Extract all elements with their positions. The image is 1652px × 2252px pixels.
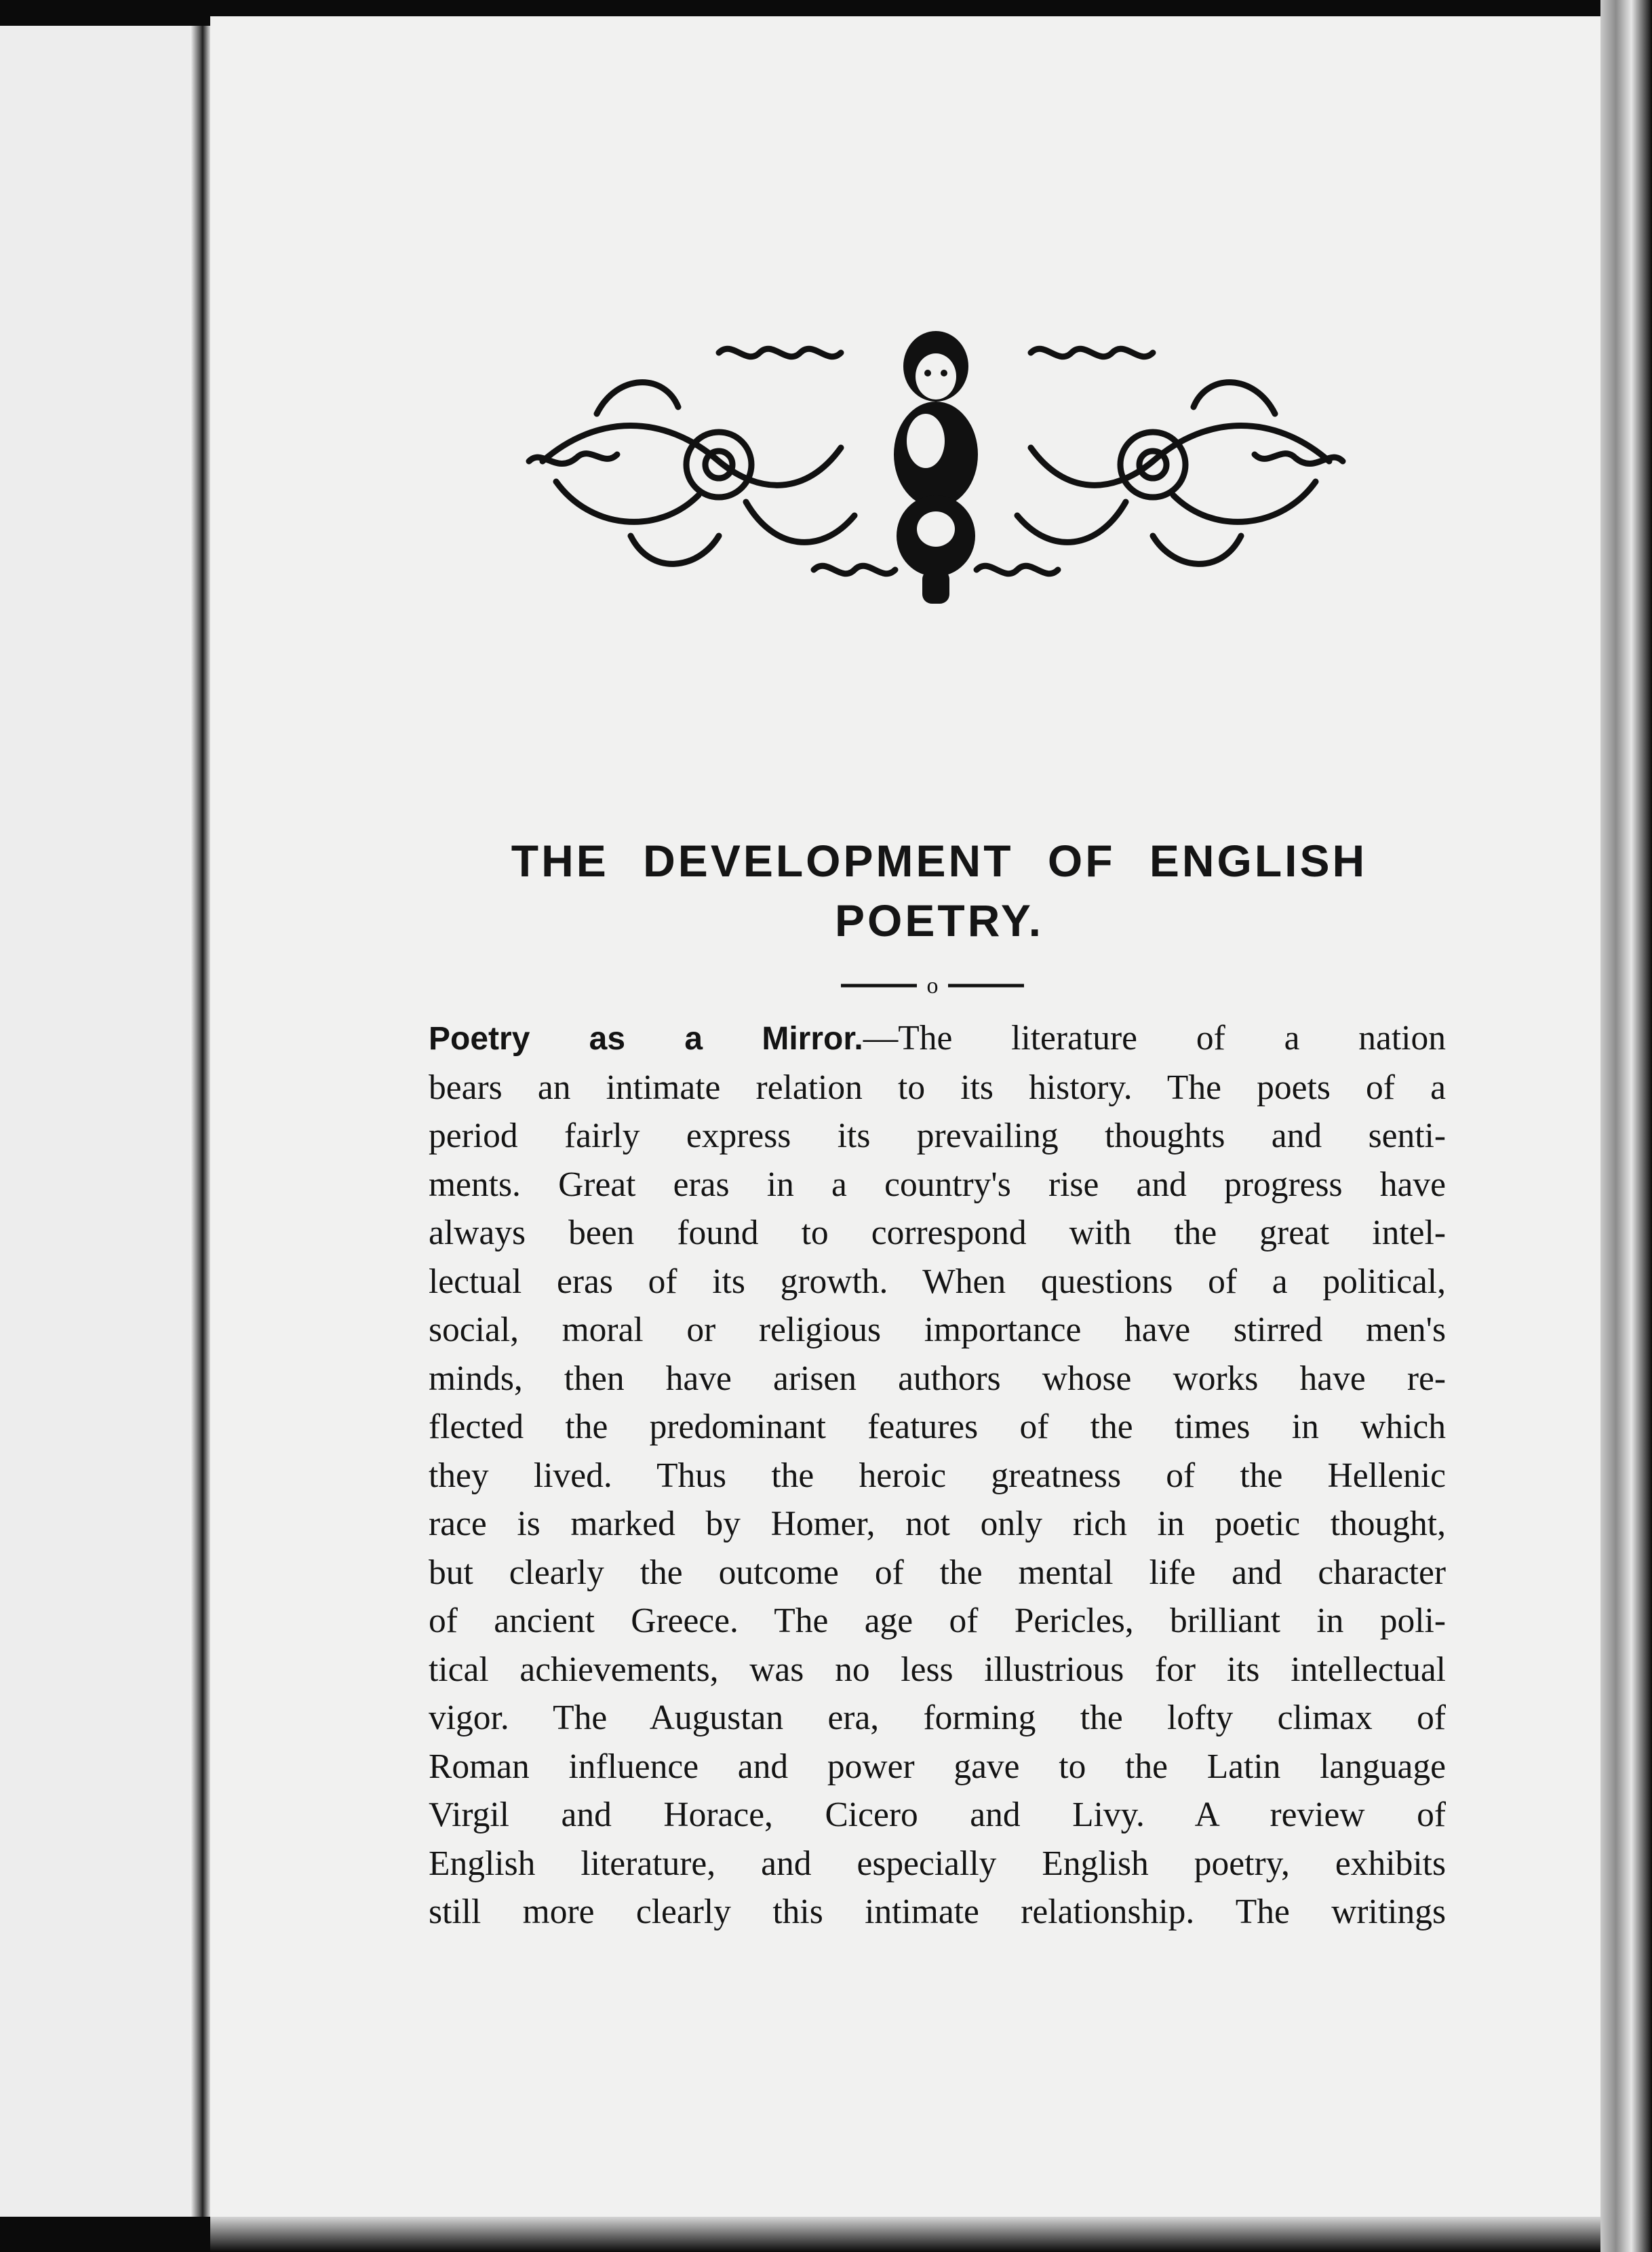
text-line: always been found to correspond with the great intel- bbox=[429, 1214, 1446, 1252]
title-separator-rule bbox=[841, 975, 1024, 996]
text-line: bears an intimate relation to its history. The poets of a bbox=[429, 1068, 1446, 1107]
text-line bbox=[429, 1014, 1446, 1064]
chapter-title-line-1: THE DEVELOPMENT OF ENGLISH bbox=[511, 836, 1368, 886]
section-heading: Poetry as a Mirror. bbox=[429, 1021, 863, 1057]
text-line: they lived. Thus the heroic greatness of the Hellenic bbox=[429, 1456, 1446, 1495]
body-paragraph bbox=[429, 1014, 1446, 1937]
text-line: Virgil and Horace, Cicero and Livy. A review of bbox=[429, 1795, 1446, 1834]
text-line: Roman influence and power gave to the Latin language bbox=[429, 1747, 1446, 1786]
text-line: but clearly the outcome of the mental life and character bbox=[429, 1553, 1446, 1592]
text-line: still more clearly this intimate relationship. The writings bbox=[429, 1892, 1446, 1931]
chapter-title bbox=[434, 831, 1444, 950]
text-line: of ancient Greece. The age of Pericles, brilliant in poli- bbox=[429, 1601, 1446, 1640]
text-line: social, moral or religious importance have stirred men's bbox=[429, 1311, 1446, 1349]
text-line: English literature, and especially English poetry, exhibits bbox=[429, 1844, 1446, 1883]
text-line: tical achievements, was no less illustrious for its intellectual bbox=[429, 1650, 1446, 1689]
left-page-margin bbox=[0, 26, 201, 2217]
text-line: period fairly express its prevailing thoughts and senti- bbox=[429, 1117, 1446, 1155]
text-line: minds, then have arisen authors whose works have re- bbox=[429, 1359, 1446, 1398]
separator-mark: o bbox=[926, 975, 939, 996]
cherub-scroll-ornament bbox=[515, 312, 1356, 624]
text-line: lectual eras of its growth. When questions of a political, bbox=[429, 1262, 1446, 1301]
text-line-content: —The literature of a nation bbox=[863, 1019, 1446, 1057]
text-line: flected the predominant features of the times in which bbox=[429, 1408, 1446, 1446]
text-line: race is marked by Homer, not only rich in poetic thought, bbox=[429, 1504, 1446, 1543]
text-line: vigor. The Augustan era, forming the lofty climax of bbox=[429, 1698, 1446, 1737]
page-edge-bottom bbox=[210, 2217, 1600, 2252]
text-line: ments. Great eras in a country's rise and progress have bbox=[429, 1165, 1446, 1204]
chapter-title-line-2: POETRY. bbox=[835, 895, 1044, 946]
page-edge-right bbox=[1600, 0, 1652, 2252]
book-spine-gutter bbox=[191, 26, 210, 2217]
